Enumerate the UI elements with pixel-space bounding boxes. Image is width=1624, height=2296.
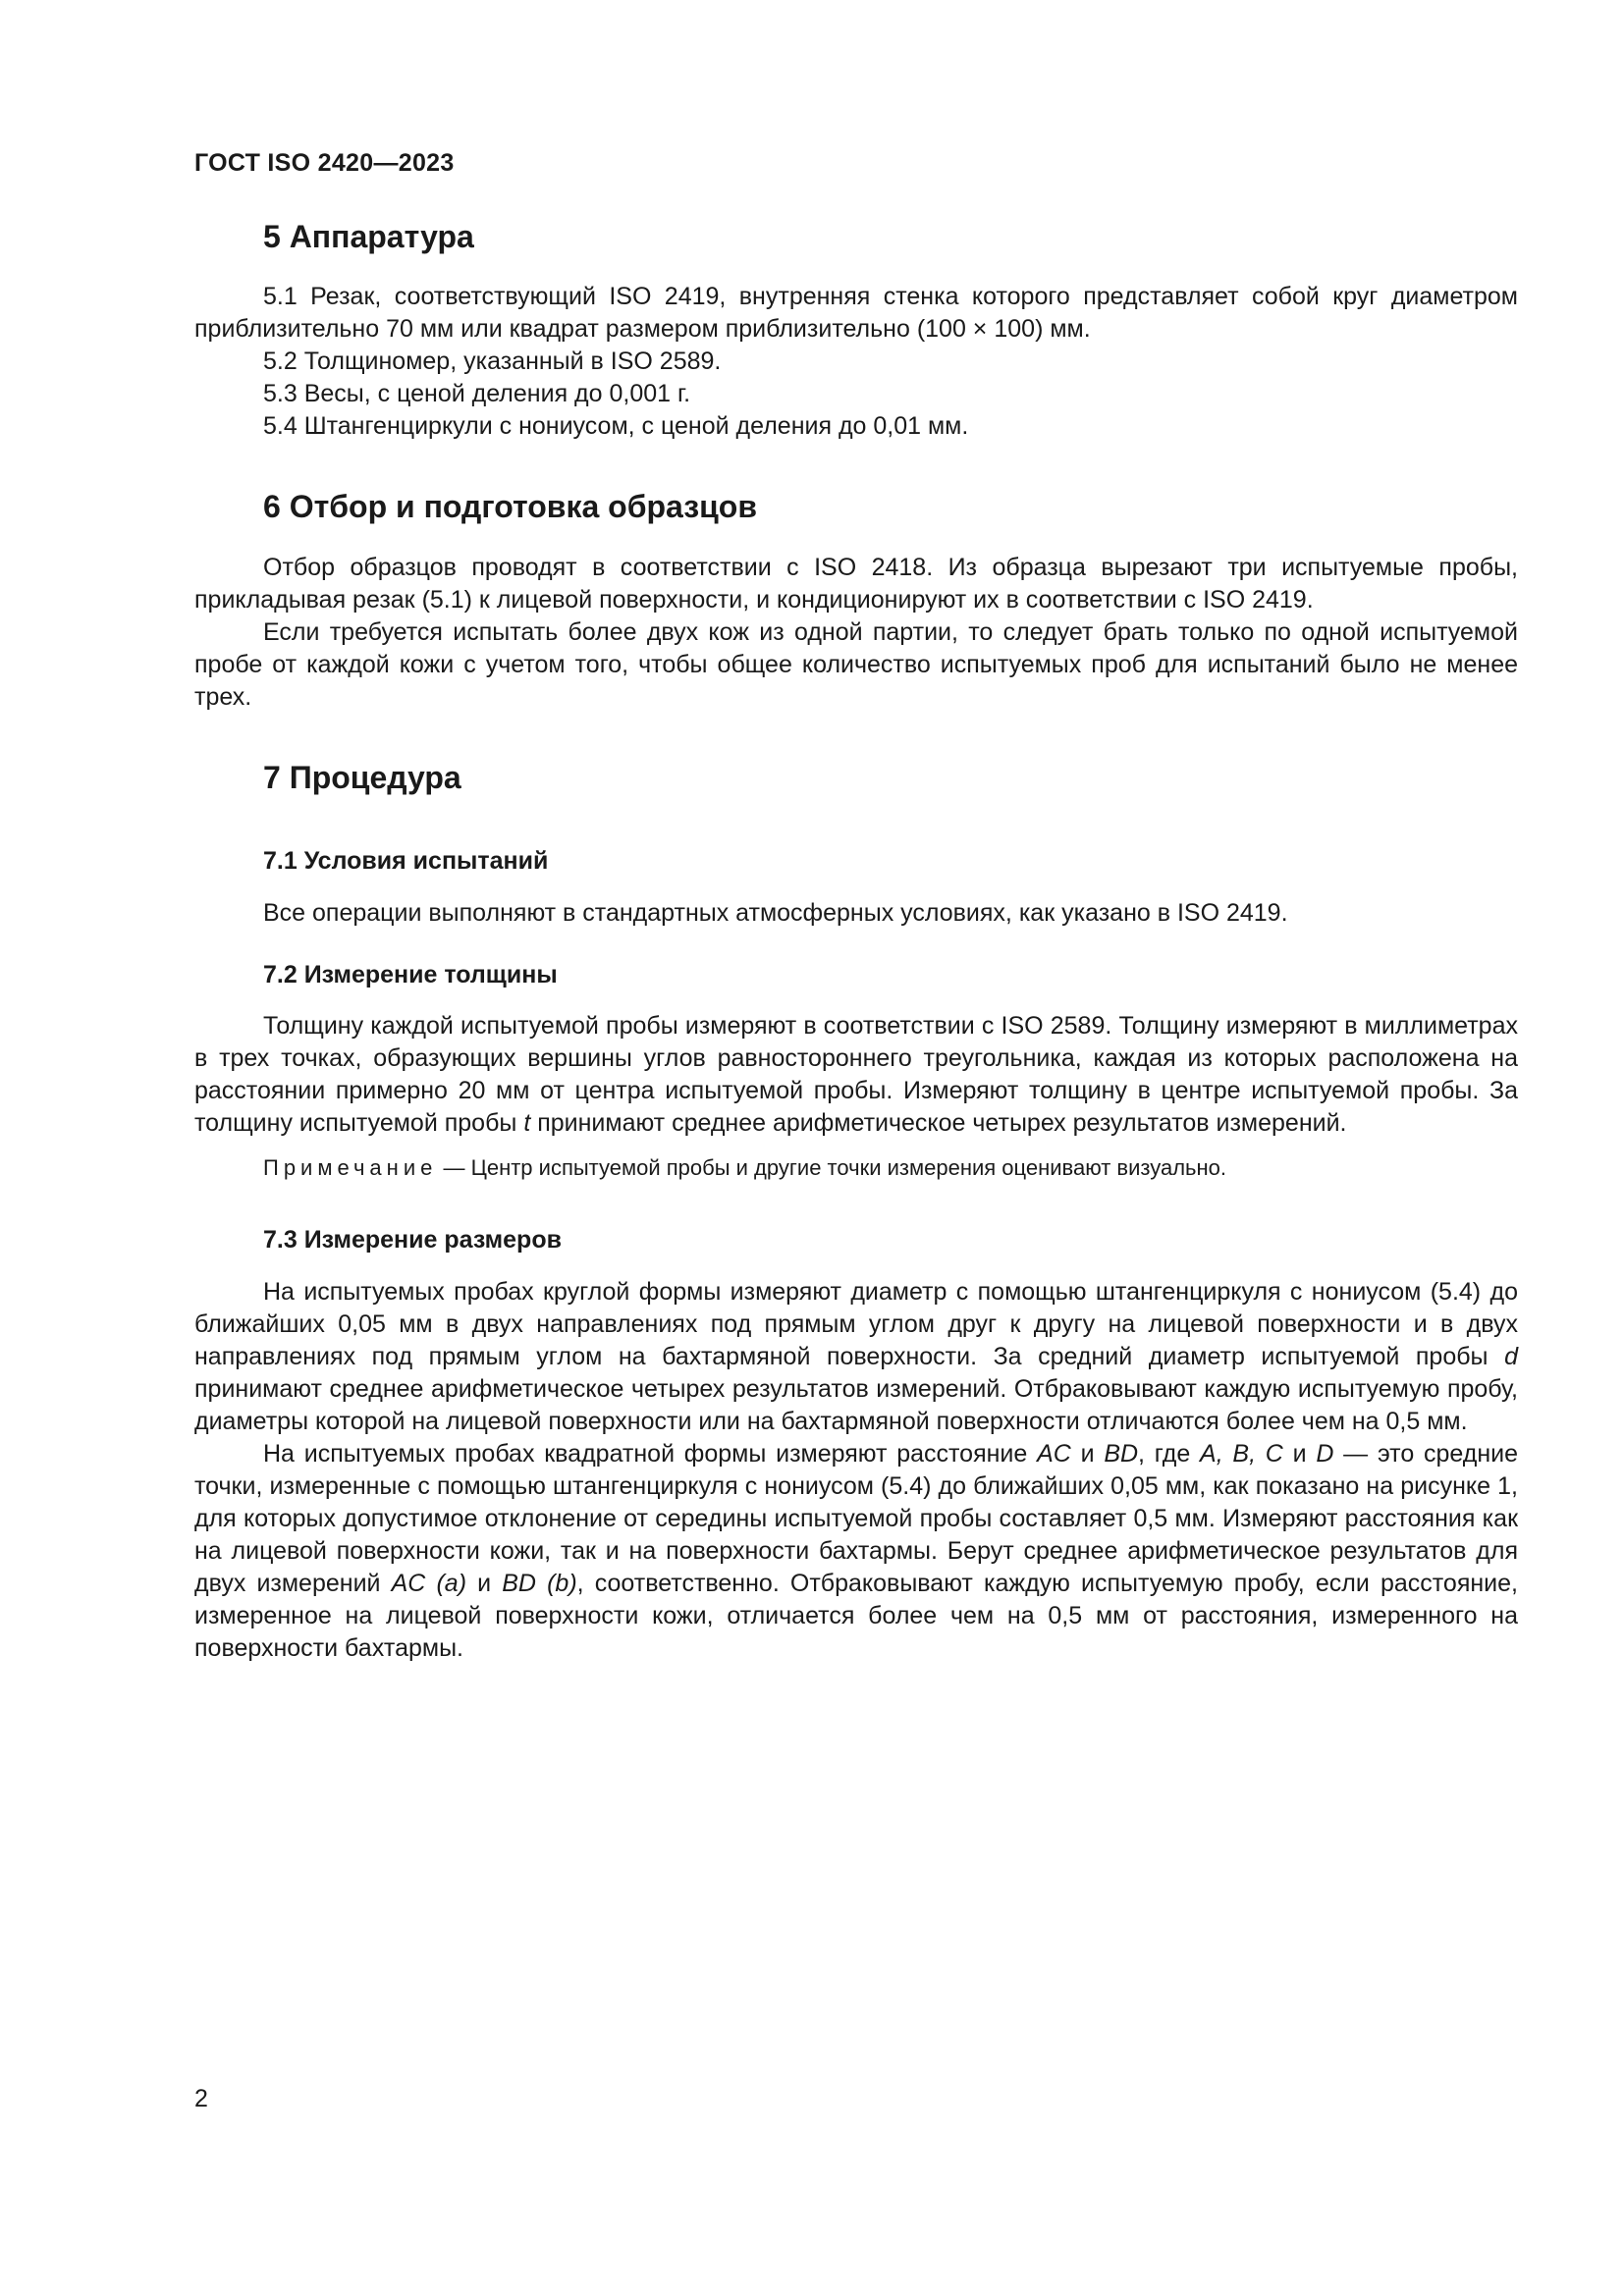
- document-header: ГОСТ ISO 2420—2023: [194, 149, 455, 177]
- item-5-4: 5.4 Штангенциркули с нониусом, с ценой деления до 0,01 мм.: [263, 412, 969, 441]
- note-text: — Центр испытуемой пробы и другие точки измерения оценивают визуально.: [437, 1155, 1227, 1181]
- note: [194, 1153, 1518, 1183]
- note-label: Примечание: [263, 1155, 438, 1181]
- item-5-2: 5.2 Толщиномер, указанный в ISO 2589.: [263, 347, 722, 376]
- subsection-7-3-paragraph-1: На испытуемых пробах круглой формы измеряют диаметр с помощью штангенциркуля с нониусом (5.4) до ближайших 0,05 мм в двух направлениях под прямым углом друг к другу на лицевой поверхности и в двух направлениях под прямым углом на бахтармяной поверхности. За средний диаметр испытуемой пробы d принимают среднее арифметическое четырех результатов измерений. Отбраковывают каждую испытуемую пробу, диаметры которой на лицевой поверхности или на бахтармяной поверхности отличаются более чем на 0,5 мм.: [194, 1277, 1518, 1435]
- subsection-7-3-paragraph-2: На испытуемых пробах квадратной формы измеряют расстояние AC и BD, где A, B, C и D — это средние точки, измеренные с помощью штангенциркуля с нониусом (5.4) до ближайших 0,05 мм, как показано на рисунке 1, для которых допустимое отклонение от середины испытуемой пробы составляет 0,5 мм. Измеряют расстояния как на лицевой поверхности кожи, так и на поверхности бахтармы. Берут среднее арифметическое результатов для двух измерений AC (a) и BD (b), соответственно. Отбраковывают каждую испытуемую пробу, если расстояние, измеренное на лицевой поверхности кожи, отличается более чем на 0,5 мм от расстояния, измеренного на поверхности бахтармы.: [194, 1439, 1519, 1662]
- subsection-7-2-title: 7.2 Измерение толщины: [263, 960, 558, 988]
- subsection-7-2-text: Толщину каждой испытуемой пробы измеряют в соответствии с ISO 2589. Толщину измеряют в миллиметрах в трех точках, образующих вершины углов равностороннего треугольника, каждая из которых расположена на расстоянии примерно 20 мм от центра испытуемой пробы. Измеряют толщину в центре испытуемой пробы. За толщину испытуемой пробы t принимают среднее арифметическое четырех результатов измерений.: [194, 1012, 1518, 1138]
- section-6-title: 6 Отбор и подготовка образцов: [263, 489, 757, 525]
- section-7-title: 7 Процедура: [263, 759, 461, 795]
- subsection-7-1-text: Все операции выполняют в стандартных атмосферных условиях, как указано в ISO 2419.: [263, 898, 1288, 927]
- variable-t: t: [523, 1109, 531, 1138]
- item-5-3: 5.3 Весы, с ценой деления до 0,001 г.: [263, 380, 691, 408]
- section-6-paragraph-1: Отбор образцов проводят в соответствии с ISO 2418. Из образца вырезают три испытуемые пробы, прикладывая резак (5.1) к лицевой поверхности, и кондиционируют их в соответствии с ISO 2419.: [194, 553, 1518, 614]
- subsection-7-1-title: 7.1 Условия испытаний: [263, 847, 549, 876]
- section-5-title: 5 Аппаратура: [263, 219, 474, 254]
- page-number: 2: [194, 2085, 208, 2112]
- document-body: [194, 218, 1518, 1665]
- subsection-7-3-title: 7.3 Измерение размеров: [263, 1226, 562, 1255]
- section-6-paragraph-2: Если требуется испытать более двух кож из одной партии, то следует брать только по одной испытуемой пробе от каждой кожи с учетом того, чтобы общее количество испытуемых проб для испытаний было не менее трех.: [194, 617, 1518, 711]
- variable-d: d: [1504, 1342, 1518, 1370]
- item-5-1: 5.1 Резак, соответствующий ISO 2419, внутренняя стенка которого представляет собой круг диаметром приблизительно 70 мм или квадрат размером приблизительно (100 × 100) мм.: [194, 283, 1518, 344]
